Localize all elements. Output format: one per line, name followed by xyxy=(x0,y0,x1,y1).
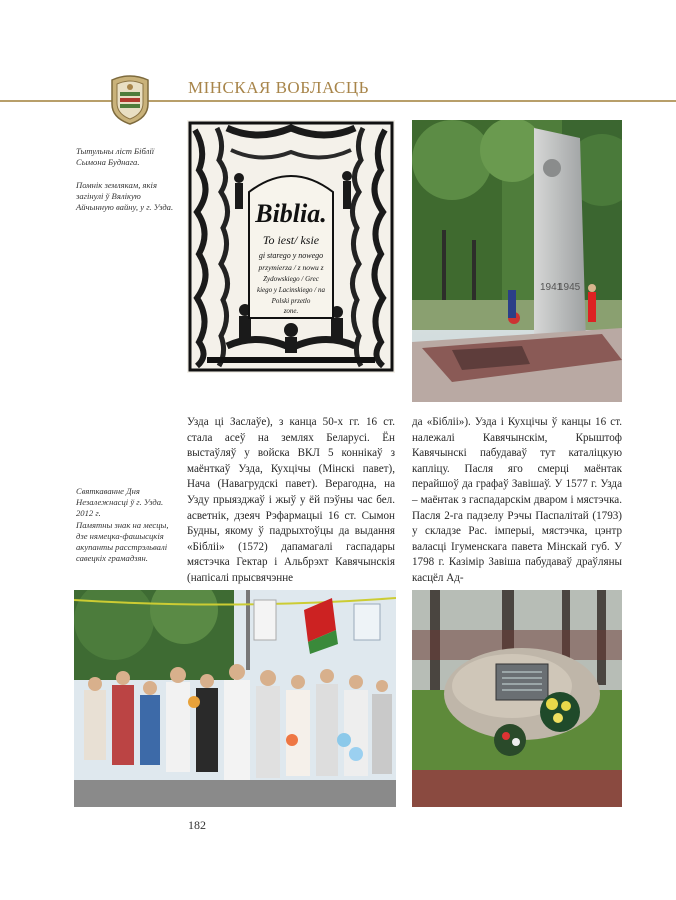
bible-line-7: zone. xyxy=(283,307,299,315)
coat-of-arms-icon xyxy=(108,74,152,126)
bible-line-5: kiego y Lacinskiego / na xyxy=(256,286,326,294)
monument-year-left: 1941 xyxy=(540,282,563,293)
caption-bible: Тытульны ліст Біблії Сымона Буднага. xyxy=(76,146,155,167)
page-number: 182 xyxy=(188,818,206,832)
bible-line-6: Polski przetlo xyxy=(271,297,311,305)
bible-line-1: To iest/ ksie xyxy=(262,233,320,247)
body-paragraph-right: да «Бібліі»). Узда і Кухцічы ў канцы 16 ст. належалі Кавячынскім, Крыштоф Кавячынскі пабудаваў тут каталіцкую капліцу. Пасля яго смерці маёнтак перайшоў да графаў Завішаў. У 1577 г. Узда – маёнтак з гаспадарскім дваром і мястэчка. Пасля 2-га падзелу Рэчы Паспалітай (1793) у складзе Рас. імперыі, мястэчка, цэнтр валасці Ігуменскага павета Мінскай губ. У 1798 г. Казімір Завіша пабудаваў драўляны касцёл Ад- xyxy=(412,416,622,584)
header-rule xyxy=(0,100,676,102)
body-text-right-column xyxy=(412,415,622,587)
body-text-left-column xyxy=(187,415,395,587)
monument-photo xyxy=(412,120,622,402)
body-paragraph-left: Узда ці Заслаўе), з канца 50-х гг. 16 ст. стала асеў на землях Беларусі. Ён выстаўляў у войска ВКЛ 5 коннікаў з маёнткаў Узда, Кухцічы (Мінскі павет), Нача (Навагрудскі павет). Верагодна, на Узду прыязджаў і жыў у ёй пэўны час бел. асветнік, дзеяч Рэфармацыі 16 ст. Сымон Будны, якому ў падрыхтоўцы да выдання «Бібліі» (1572) дапамагалі гаспадары мястэчка Гектар і Альбрэхт Кавячынскія (напісалі прысвячэнне xyxy=(187,416,395,584)
bible-line-4: Zydowskiego / Grec xyxy=(263,275,319,283)
celebration-parade-photo xyxy=(74,590,396,807)
bible-title-word: Biblia. xyxy=(255,199,327,228)
bible-line-3: przymierza / z nowu z xyxy=(258,263,324,272)
caption-monument: Помнік землякам, якія загінулі ў Вялікую Айчынную вайну, у г. Узда. xyxy=(76,180,174,212)
caption-celebration: Святкаванне Дня Незалежнасці ў г. Узда. 2012 г. xyxy=(76,486,164,518)
bible-title-page-image xyxy=(187,120,395,373)
bible-line-2: gi starego y nowego xyxy=(258,251,324,260)
section-title: МІНСКАЯ ВОБЛАСЦЬ xyxy=(188,78,369,97)
monument-year-right: 1945 xyxy=(558,282,581,293)
memorial-stone-photo xyxy=(412,590,622,807)
caption-memorial-stone: Памятны знак на месцы, дзе нямецка-фашысцкія акупанты расстрэльвалі савецкіх грамадзян. xyxy=(76,520,169,563)
